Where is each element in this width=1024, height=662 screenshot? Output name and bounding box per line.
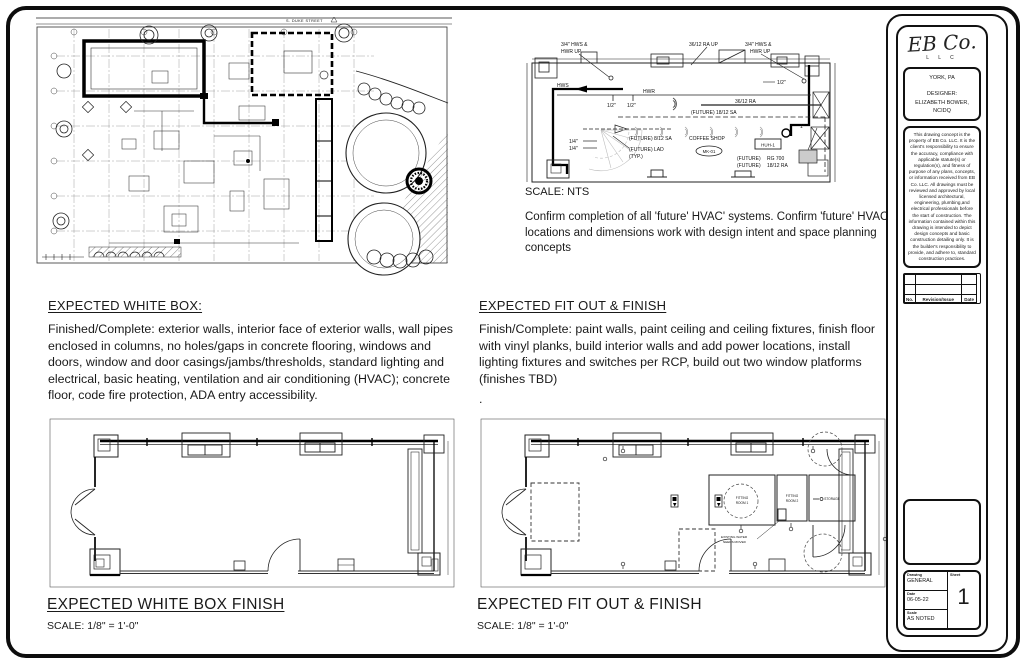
room-label-fitting2-line1: FITTING bbox=[785, 494, 799, 498]
stamp-box bbox=[903, 499, 981, 565]
title-block bbox=[896, 25, 988, 637]
label-half-a: 1/2" bbox=[607, 103, 616, 109]
scale-cell bbox=[905, 610, 947, 628]
designer-label: DESIGNER: bbox=[926, 91, 958, 98]
label-half-b: 1/2" bbox=[627, 103, 636, 109]
label-future-a: (FUTURE) bbox=[737, 156, 761, 162]
revision-date-label: Date bbox=[961, 294, 978, 303]
date-label: Date bbox=[907, 592, 916, 596]
room-label-fitting2-line2: ROOM 2 bbox=[785, 499, 799, 503]
revision-header-row bbox=[904, 294, 980, 303]
fit-out-heading: EXPECTED FIT OUT & FINISH bbox=[479, 298, 667, 313]
label-hwr: HWR bbox=[643, 89, 655, 95]
label-ra-36: 36/12 RA bbox=[735, 99, 756, 105]
company-llc: L L C bbox=[926, 55, 958, 61]
location-text: YORK, PA bbox=[929, 75, 955, 81]
label-quarter-b: 1/4" bbox=[569, 146, 578, 152]
location-designer-box bbox=[903, 67, 981, 121]
label-rg700: RG 700 bbox=[767, 156, 785, 162]
room-label-storage: STORAGE bbox=[824, 497, 840, 501]
white-box-paragraph: Finished/Complete: exterior walls, interior face of exterior walls, wall pipes enclosed in columns, no holes/gaps in concrete flooring, windows and doors, window and door casings/jambs/thresholds, standard lighting and electrical, basic heating, ventilation and air conditioning (HVAC); concrete floor, code fire protection, ADA entry accessibility. bbox=[48, 322, 453, 403]
white-box-plan-title: EXPECTED WHITE BOX FINISH bbox=[47, 596, 285, 613]
hvac-note: Confirm completion of all 'future' HVAC' systems. Confirm 'future' HVAC locations and dimensions work with design intent and space planning concepts bbox=[525, 211, 889, 255]
label-ra-up: 36/12 RA UP bbox=[689, 42, 718, 48]
label-quarter-a: 1/4" bbox=[569, 139, 578, 145]
company-logo: EB Co. bbox=[906, 29, 978, 57]
site-plan-drawing bbox=[34, 11, 454, 276]
white-box-heading: EXPECTED WHITE BOX: bbox=[48, 298, 203, 313]
sheet-cell bbox=[948, 572, 979, 628]
revision-row bbox=[904, 274, 980, 284]
designer-name: ELIZABETH BOWER, NCIDQ bbox=[915, 99, 969, 114]
label-future-lad: (FUTURE) LAD bbox=[629, 147, 664, 153]
floor-outlet-symbols bbox=[671, 495, 722, 507]
plan-note-line2: NEEDS MOVED bbox=[723, 540, 746, 544]
hvac-linework bbox=[527, 47, 835, 182]
scale-value: AS NOTED bbox=[907, 616, 935, 622]
drawing-value: GENERAL bbox=[907, 578, 933, 584]
revision-no-label: No. bbox=[904, 294, 916, 303]
fit-out-plan-linework bbox=[481, 419, 887, 587]
fit-out-paragraph: Finish/Complete: paint walls, paint ceiling and ceiling fixtures, finish floor with vinyl planks, build interior walls and add power locations, install lighting fixtures and switches per RCP, build out two window platforms (finishes TBD) bbox=[479, 322, 876, 386]
label-future-b: (FUTURE) bbox=[737, 163, 761, 169]
fit-out-trailing-dot: . bbox=[479, 392, 483, 406]
label-coffee-shop: COFFEE SHOP bbox=[689, 136, 725, 142]
label-ra-18-12: 18/12 RA bbox=[767, 163, 788, 169]
sheet-info-grid bbox=[903, 570, 981, 630]
label-typ: (TYP.) bbox=[629, 154, 643, 160]
revision-row bbox=[904, 284, 980, 294]
hvac-diagram bbox=[523, 32, 845, 184]
label-hws-left-1: 3/4" HWS & bbox=[561, 42, 588, 48]
revision-table bbox=[903, 273, 981, 304]
disclaimer-box: This drawing concept is the property of EB Co. LLC. It is the client's responsibility to ensure the accuracy, compliance with applicable statute(s) or regulation(s), and fitness of purpose of any plans, concepts, or information received from EB Co. LLC. All drawings must be reviewed and approved by local licensed architectural, engineering, plumbing,and electrical professionals before the start of construction. The information contained within this drawing is intended to depict design concepts and basic construction detailing only. It is the builder's responsibility to provide, and adhere to, standard construction practices. bbox=[903, 126, 981, 268]
label-future-sa8: (FUTURE) 8/12 SA bbox=[629, 136, 672, 142]
drawing-cell bbox=[905, 572, 947, 591]
hvac-scale-label: SCALE: NTS bbox=[525, 186, 590, 198]
white-box-plan-scale: SCALE: 1/8" = 1'-0" bbox=[47, 620, 139, 632]
revision-issue-label: Revision/Issue bbox=[915, 294, 962, 303]
label-one-inch: 1" bbox=[800, 124, 805, 130]
scale-label: Scale bbox=[907, 611, 917, 615]
label-hws: HWS bbox=[557, 83, 569, 89]
fit-out-plan-title: EXPECTED FIT OUT & FINISH bbox=[477, 596, 702, 613]
label-hws-right-1: 3/4" HWS & bbox=[745, 42, 772, 48]
sheet-number: 1 bbox=[957, 584, 970, 609]
label-hws-right-2: HWR UP bbox=[750, 49, 771, 55]
sheet-label: Sheet bbox=[949, 573, 961, 577]
label-half-right: 1/2" bbox=[777, 80, 786, 86]
label-hws-left-2: HWR UP bbox=[561, 49, 582, 55]
fit-out-plan-drawing bbox=[473, 413, 893, 594]
label-mk01: MK-01 bbox=[702, 149, 716, 154]
street-label: S. DUKE STREET bbox=[286, 19, 323, 23]
date-value: 06-05-22 bbox=[907, 597, 929, 603]
drawing-label: Drawing bbox=[907, 573, 922, 577]
fit-out-plan-scale: SCALE: 1/8" = 1'-0" bbox=[477, 620, 569, 632]
room-label-fitting1-line2: ROOM 1 bbox=[735, 501, 749, 505]
white-box-plan-linework bbox=[50, 419, 454, 587]
room-label-fitting1-line1: FITTING bbox=[735, 496, 749, 500]
white-box-plan-drawing bbox=[42, 413, 462, 594]
date-cell bbox=[905, 591, 947, 610]
plan-note-line1: EXISTING WATER bbox=[721, 535, 748, 539]
label-huh1: HUH-1 bbox=[761, 142, 775, 148]
site-plan-linework bbox=[36, 17, 452, 275]
label-future-sa18: (FUTURE) 18/12 SA bbox=[691, 110, 737, 116]
